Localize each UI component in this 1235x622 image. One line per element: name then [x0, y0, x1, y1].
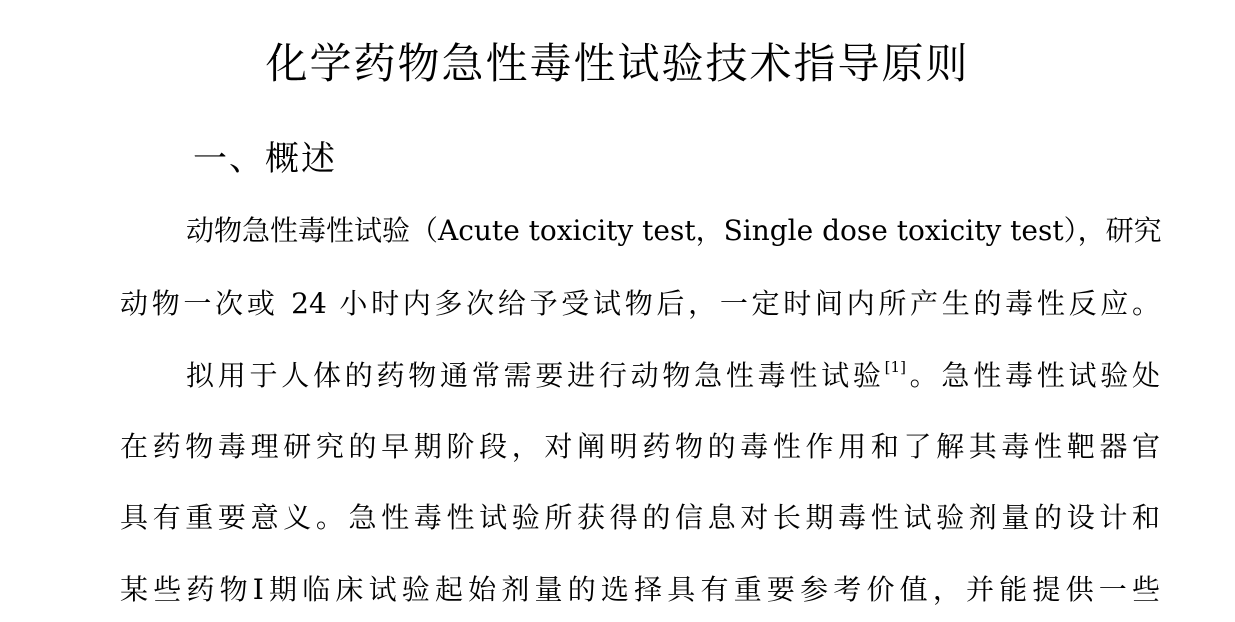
paragraph-1-line-1: 动物急性毒性试验（Acute toxicity test，Single dose toxicity test），研究 [186, 214, 1162, 247]
paragraph-1-line-2: 动物一次或 24 小时内多次给予受试物后，一定时间内所产生的毒性反应。 [120, 287, 1160, 320]
paragraph-2-line-1 [186, 356, 1160, 396]
paragraph-2-line-2: 在药物毒理研究的早期阶段，对阐明药物的毒性作用和了解其毒性靶器官 [120, 430, 1160, 463]
paragraph-2-line-1-text: 拟用于人体的药物通常需要进行动物急性毒性试验 [186, 359, 885, 392]
paragraph-2-line-4: 某些药物Ⅰ期临床试验起始剂量的选择具有重要参考价值，并能提供一些 [120, 573, 1160, 606]
paragraph-2-line-3: 具有重要意义。急性毒性试验所获得的信息对长期毒性试验剂量的设计和 [120, 501, 1160, 534]
section-heading: 一、概述 [193, 139, 337, 179]
document-title: 化学药物急性毒性试验技术指导原则 [265, 39, 970, 88]
paragraph-2-line-1-tail: 。急性毒性试验处 [905, 359, 1160, 392]
reference-marker: [1] [884, 358, 906, 376]
